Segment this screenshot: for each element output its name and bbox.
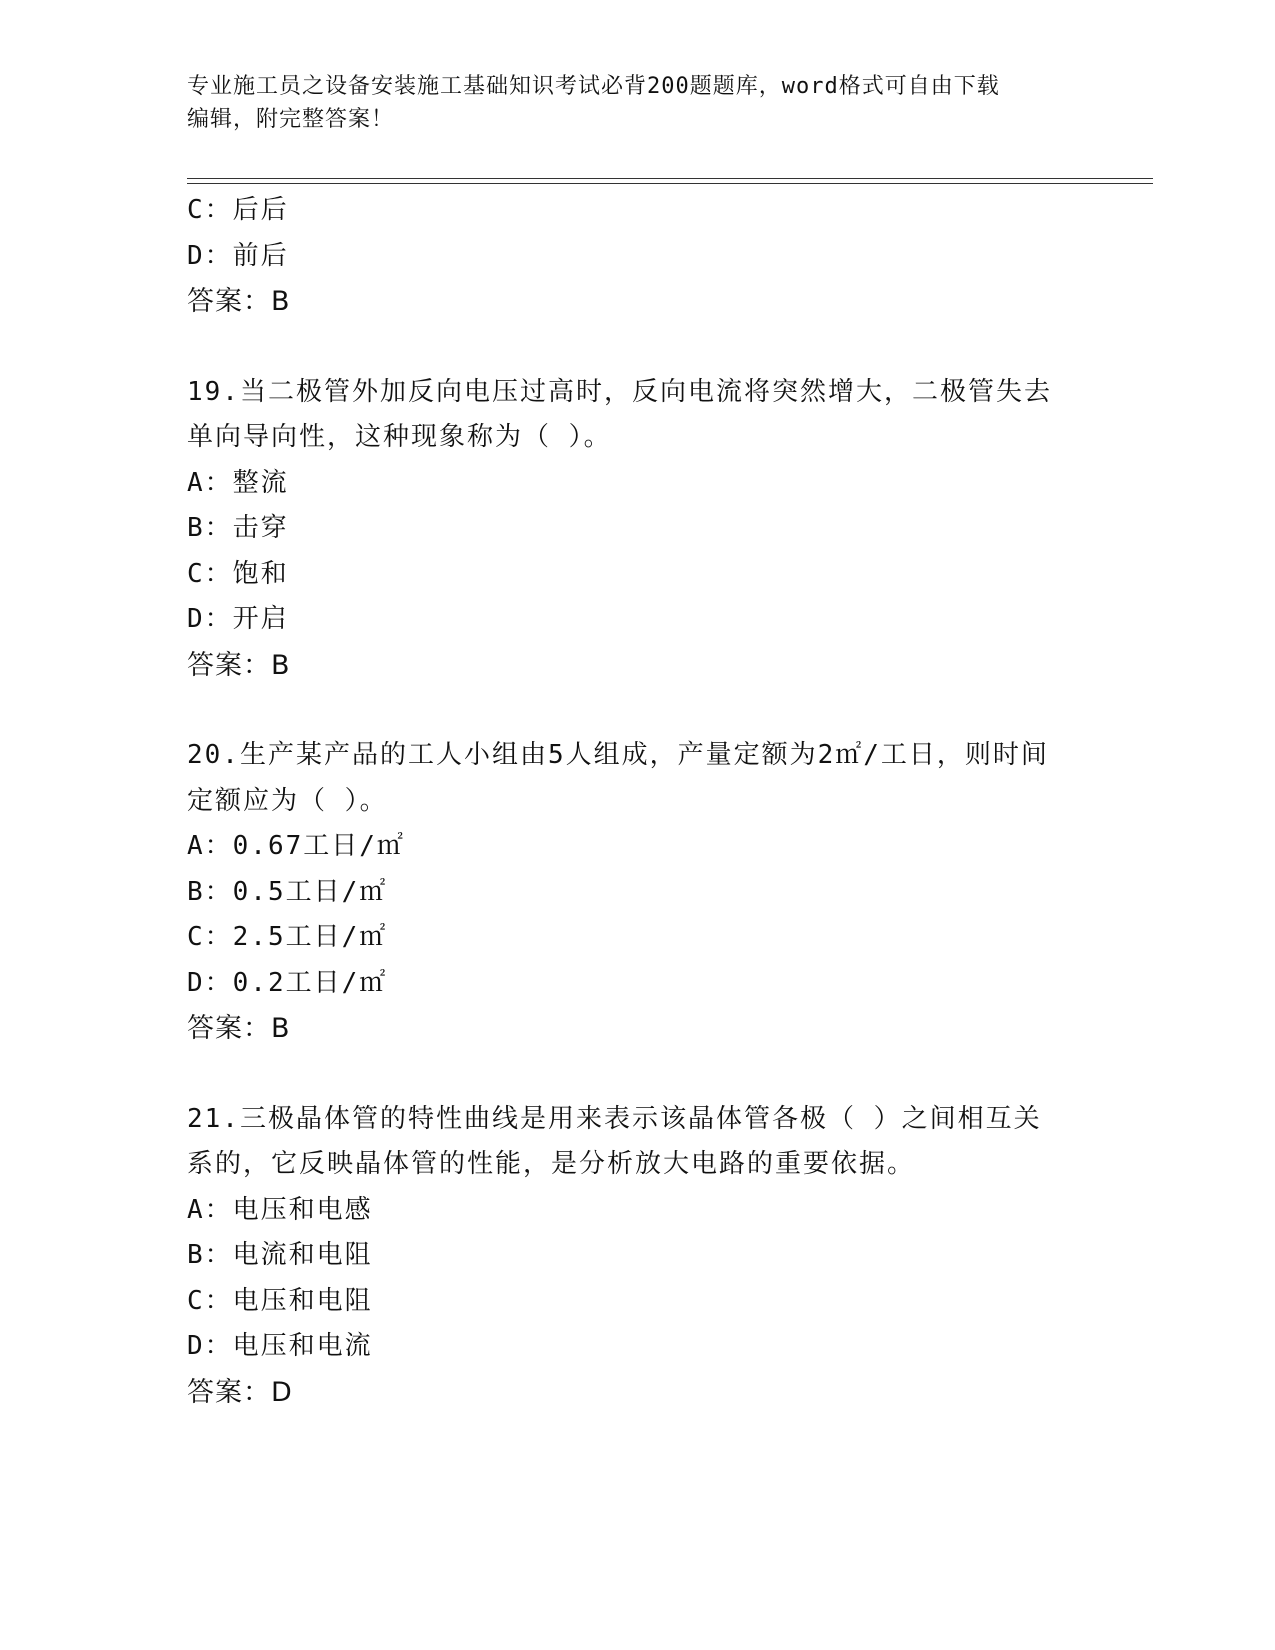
option-d: D：前后 [187, 240, 289, 271]
option-c: C：后后 [187, 195, 289, 225]
question-list [187, 188, 1087, 1415]
answer-line: 答案：B [187, 286, 291, 317]
option-b: B：电流和电阻 [187, 1240, 373, 1270]
answer-line: 答案：B [187, 1013, 291, 1044]
option-c: C：2.5工日/㎡ [187, 922, 388, 952]
header-divider-top [187, 178, 1153, 179]
option-c: C：电压和电阻 [187, 1285, 373, 1316]
answer-line: 答案：D [187, 1376, 293, 1408]
question-spacer [187, 1052, 1087, 1097]
question-stem-line: 系的，它反映晶体管的性能，是分析放大电路的重要依据。 [187, 1149, 916, 1179]
carryover-question [187, 188, 1087, 325]
answer-line: 答案：B [187, 649, 291, 681]
question-21 [187, 1097, 1087, 1416]
question-stem-line: 19.当二极管外加反向电压过高时，反向电流将突然增大，二极管失去 [187, 376, 1052, 407]
header-divider-bottom [187, 183, 1153, 184]
document-header [187, 70, 1067, 136]
option-d: D：电压和电流 [187, 1331, 373, 1361]
header-line-2: 编辑，附完整答案！ [187, 107, 395, 132]
option-d: D：开启 [187, 604, 289, 634]
option-d: D：0.2工日/㎡ [187, 967, 388, 998]
option-a: A：0.67工日/㎡ [187, 831, 405, 861]
option-c: C：饱和 [187, 558, 289, 589]
option-a: A：整流 [187, 467, 289, 498]
option-a: A：电压和电感 [187, 1194, 373, 1225]
question-spacer [187, 325, 1087, 370]
option-b: B：0.5工日/㎡ [187, 876, 388, 907]
question-spacer [187, 688, 1087, 733]
question-20 [187, 733, 1087, 1052]
question-19 [187, 370, 1087, 689]
header-line-1: 专业施工员之设备安装施工基础知识考试必背200题题库，word格式可自由下载 [187, 74, 1000, 99]
option-b: B：击穿 [187, 513, 289, 543]
question-stem-line: 单向导向性，这种现象称为（ ）。 [187, 422, 612, 452]
question-stem-line: 定额应为（ ）。 [187, 785, 388, 816]
question-stem-line: 21.三极晶体管的特性曲线是用来表示该晶体管各极（ ）之间相互关 [187, 1103, 1042, 1134]
question-stem-line: 20.生产某产品的工人小组由5人组成，产量定额为2㎡/工日，则时间 [187, 740, 1049, 770]
